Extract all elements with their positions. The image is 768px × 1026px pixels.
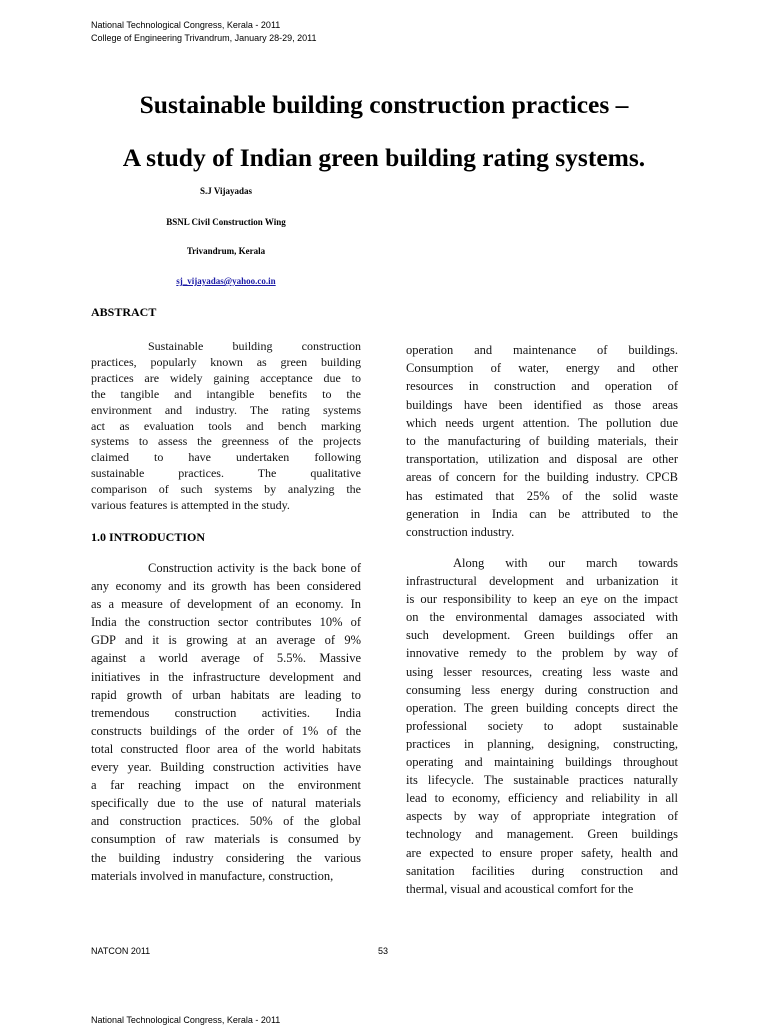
text-line: systems to assess the greenness of the projects [91,434,361,449]
text-line: using lesser resources, creating less waste and [406,664,678,679]
text-line: India the construction sector contributes 10% of [91,615,361,630]
text-line: consumption of raw materials is consumed by [91,832,361,847]
text-line: is our responsibility to keep an eye on the impact [406,592,678,607]
text-line: transportation, utilization and disposal are other [406,452,678,467]
text-line: lead to economy, efficiency and reliability in all [406,791,678,806]
text-line: sustainable practices. The qualitative [91,466,361,481]
author-name: S.J Vijayadas [199,186,252,196]
text-line: on the environmental damages associated with [406,610,678,625]
footer-conference: NATCON 2011 [91,946,151,956]
text-line: construction industry. [406,525,515,540]
text-line: act as evaluation tools and bench marking [91,418,361,433]
text-line: operating and maintaining buildings throughout [406,755,678,770]
text-line: tremendous construction activities. India [91,705,361,720]
text-line: GDP and it is growing at an average of 9% [91,633,361,648]
abstract-heading: ABSTRACT [91,305,157,319]
text-line: has estimated that 25% of the solid waste [406,488,678,503]
text-line: Along with our march towards [453,556,678,570]
text-line: practices, popularly known as green building [91,354,361,369]
author-affiliation: BSNL Civil Construction Wing [166,217,286,227]
text-line: consuming less energy during construction and [406,682,678,697]
text-line: Sustainable building construction [148,339,361,353]
text-line: total constructed floor area of the world habitats [91,741,361,756]
running-header-venue: College of Engineering Trivandrum, January 28-29, 2011 [91,33,317,43]
text-line: initiatives in the infrastructure development and [91,669,361,684]
running-header-conference: National Technological Congress, Kerala - 2011 [91,20,281,30]
text-line: a far reaching impact on the environment [91,778,361,793]
paper-title-line-2: A study of Indian green building rating systems. [122,143,646,172]
right-column-paragraph-1 [406,341,678,541]
introduction-heading: 1.0 INTRODUCTION [91,530,206,544]
text-line: the tangible and intangible benefits to the [91,386,361,401]
text-line: thermal, visual and acoustical comfort for the [406,881,634,896]
author-location: Trivandrum, Kerala [186,246,266,256]
text-line: and construction practices. 50% of the global [91,814,361,829]
text-line: buildings have been identified as those areas [406,397,678,412]
text-line: resources in construction and operation of [406,379,678,394]
text-line: materials involved in manufacture, construction, [91,868,334,883]
text-line: Construction activity is the back bone of [148,561,361,575]
text-line: Consumption of water, energy and other [406,361,678,376]
introduction-text [91,559,361,885]
text-line: operation. The green building concepts direct the [406,700,678,715]
text-line: are expected to ensure proper safety, health and [406,845,678,860]
text-line: technology and management. Green buildings [406,827,678,842]
right-column-paragraph-2 [406,554,678,898]
text-line: infrastructural development and urbanization it [406,574,678,589]
text-line: comparison of such systems by analyzing the [91,482,361,497]
paper-title-line-1: Sustainable building construction practices – [139,90,629,119]
text-line: various features is attempted in the study. [91,498,290,513]
text-line: practices in planning, designing, constructing, [406,736,678,751]
next-page-header: National Technological Congress, Kerala - 2011 [91,1015,281,1025]
text-line: areas of concern for the building industry. CPCB [406,470,678,485]
text-line: environment and industry. The rating systems [91,402,361,417]
text-line: its lifecycle. The sustainable practices naturally [406,773,678,788]
text-line: aspects by way of appropriate integration of [406,809,678,824]
text-line: constructs buildings of the order of 1% of the [91,723,361,738]
text-line: claimed to have undertaken following [91,450,361,465]
author-email-link[interactable]: sj_vijayadas@yahoo.co.in [176,276,276,286]
text-line: every year. Building construction activities have [91,760,361,775]
text-line: rapid growth of urban habitats are leading to [91,687,361,702]
text-line: innovative remedy to the problem by way of [406,646,678,661]
text-line: professional society to adopt sustainable [406,718,678,733]
text-line: sanitation facilities during construction and [406,863,678,878]
text-line: against a world average of 5.5%. Massive [91,651,361,666]
text-line: to the manufacturing of building materials, their [406,434,678,449]
text-line: which needs urgent attention. The pollution due [406,415,678,430]
text-line: such development. Green buildings offer an [406,628,678,643]
text-line: operation and maintenance of buildings. [406,343,678,357]
text-line: practices are widely gaining acceptance due to [91,370,361,385]
text-line: specifically due to the use of natural materials [91,796,361,811]
text-line: as a measure of development of an economy. In [91,597,361,612]
abstract-text [91,339,361,514]
text-line: any economy and its growth has been considered [91,579,361,594]
text-line: the building industry considering the various [91,850,361,865]
page-number: 53 [378,946,389,956]
text-line: generation in India can be attributed to the [406,506,678,521]
